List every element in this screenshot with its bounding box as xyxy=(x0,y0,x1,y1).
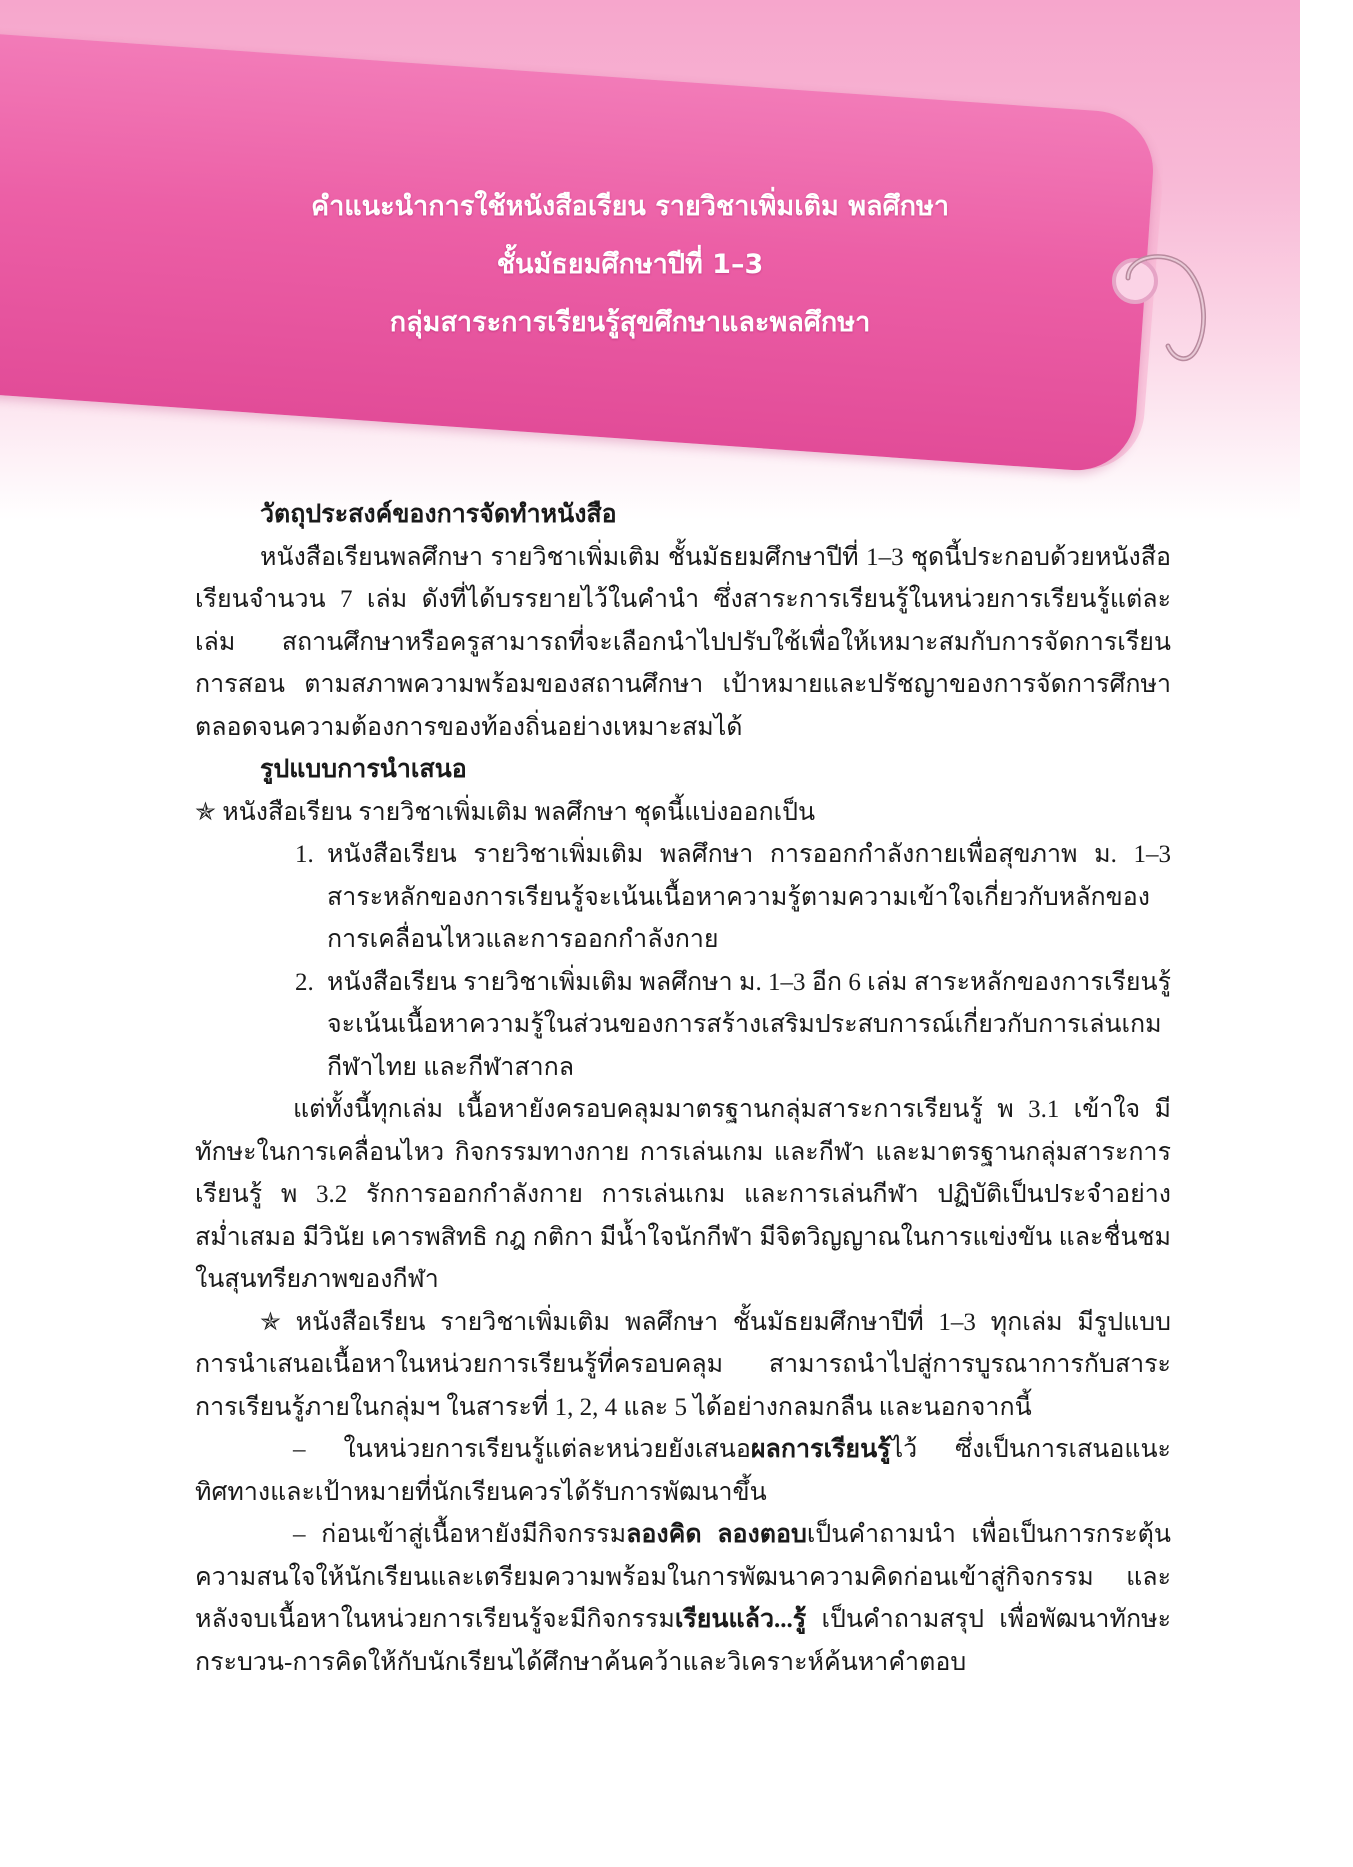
title-line-2: ชั้นมัธยมศึกษาปีที่ 1–3 xyxy=(496,249,764,280)
list-item xyxy=(195,962,1171,1090)
dash2-bold-term-2: เรียนแล้ว...รู้ xyxy=(674,1606,807,1633)
dash2-text-end: เป็นคำถามสรุป เพื่อพัฒนาทักษะกระบวน-การคิดให้กับนักเรียนได้ศึกษาค้นคว้าและวิเคราะห์ค้นหาคำตอบ xyxy=(195,1606,1171,1676)
dash-paragraph-activities xyxy=(195,1514,1171,1684)
dash2-text-start: – ก่อนเข้าสู่เนื้อหายังมีกิจกรรม xyxy=(293,1521,627,1548)
dash1-text-start: – ในหน่วยการเรียนรู้แต่ละหน่วยยังเสนอ xyxy=(293,1436,751,1463)
list-item-number: 1. xyxy=(295,841,314,868)
title-line-3: กลุ่มสาระการเรียนรู้สุขศึกษาและพลศึกษา xyxy=(389,307,871,338)
list-item xyxy=(195,834,1171,962)
page-title xyxy=(200,178,1060,352)
tag-string-icon xyxy=(1108,250,1218,370)
list-item-number: 2. xyxy=(295,968,314,996)
standards-paragraph: แต่ทั้งนี้ทุกเล่ม เนื้อหายังครอบคลุมมาตรฐานกลุ่มสาระการเรียนรู้ พ 3.1 เข้าใจ มีทักษะในการเคลื่อนไหว กิจกรรมทางกาย การเล่นเกม และกีฬา และมาตรฐานกลุ่มสาระการเรียนรู้ พ 3.2 รักการออกกำลังกาย การเล่นเกม และการเล่นกีฬา ปฏิบัติเป็นประจำอย่างสม่ำเสมอ มีวินัย เคารพสิทธิ กฎ กติกา มีน้ำใจนักกีฬา มีจิตวิญญาณในการแข่งขัน และชื่นชมในสุนทรียภาพของกีฬา xyxy=(195,1096,1171,1293)
dash-paragraph-learning-outcomes xyxy=(195,1429,1171,1514)
list-item-text: หนังสือเรียน รายวิชาเพิ่มเติม พลศึกษา การออกกำลังกายเพื่อสุขภาพ ม. 1–3 สาระหลักของการเรียนรู้จะเน้นเนื้อหาความรู้ตามความเข้าใจเกี่ยวกับหลักของการเคลื่อนไหวและการออกกำลังกาย xyxy=(327,841,1171,953)
bullet-paragraph-2: ✯ หนังสือเรียน รายวิชาเพิ่มเติม พลศึกษา ชั้นมัธยมศึกษาปีที่ 1–3 ทุกเล่ม มีรูปแบบการนำเสนอเนื้อหาในหน่วยการเรียนรู้ที่ครอบคลุม สามารถนำไปสู่การบูรณาการกับสาระการเรียนรู้ภายในกลุ่มฯ ในสาระที่ 1, 2, 4 และ 5 ได้อย่างกลมกลืน และนอกจากนี้ xyxy=(195,1308,1171,1421)
dash1-bold-term: ผลการเรียนรู้ xyxy=(750,1436,891,1463)
objectives-paragraph: หนังสือเรียนพลศึกษา รายวิชาเพิ่มเติม ชั้นมัธยมศึกษาปีที่ 1–3 ชุดนี้ประกอบด้วยหนังสือเรียนจำนวน 7 เล่ม ดังที่ได้บรรยายไว้ในคำนำ ซึ่งสาระการเรียนรู้ในหน่วยการเรียนรู้แต่ละเล่ม สถานศึกษาหรือครูสามารถที่จะเลือกนำไปปรับใช้เพื่อให้เหมาะสมกับการจัดการเรียนการสอน ตามสภาพความพร้อมของสถานศึกษา เป้าหมายและปรัชญาของการจัดการศึกษา ตลอดจนความต้องการของท้องถิ่นอย่างเหมาะสมได้ xyxy=(195,543,1171,741)
section-heading-objectives: วัตถุประสงค์ของการจัดทำหนังสือ xyxy=(260,501,617,528)
dash2-bold-term-1: ลองคิด ลองตอบ xyxy=(626,1521,807,1548)
book-type-list xyxy=(195,834,1171,1089)
main-content xyxy=(195,494,1171,1684)
dash1-text-end: ไว้ ซึ่งเป็นการเสนอแนะทิศทางและเป้าหมายที่นักเรียนควรได้รับการพัฒนาขึ้น xyxy=(195,1436,1171,1506)
title-line-1: คำแนะนำการใช้หนังสือเรียน รายวิชาเพิ่มเติม พลศึกษา xyxy=(311,191,949,222)
section-heading-presentation: รูปแบบการนำเสนอ xyxy=(260,756,467,783)
list-item-text: หนังสือเรียน รายวิชาเพิ่มเติม พลศึกษา ม. 1–3 อีก 6 เล่ม สาระหลักของการเรียนรู้จะเน้นเนื้อหาความรู้ในส่วนของการสร้างเสริมประสบการณ์เกี่ยวกับการเล่นเกม กีฬาไทย และกีฬาสากล xyxy=(327,968,1171,1081)
bullet-paragraph-1: ✯ หนังสือเรียน รายวิชาเพิ่มเติม พลศึกษา ชุดนี้แบ่งออกเป็น xyxy=(195,798,816,826)
dash2-text-middle: เป็นคำถามนำ เพื่อเป็นการกระตุ้นความสนใจให้นักเรียนและเตรียมความพร้อมในการพัฒนาความคิดก่อนเข้าสู่กิจกรรม และหลังจบเนื้อหาในหน่วยการเรียนรู้จะมีกิจกรรม xyxy=(195,1521,1171,1633)
